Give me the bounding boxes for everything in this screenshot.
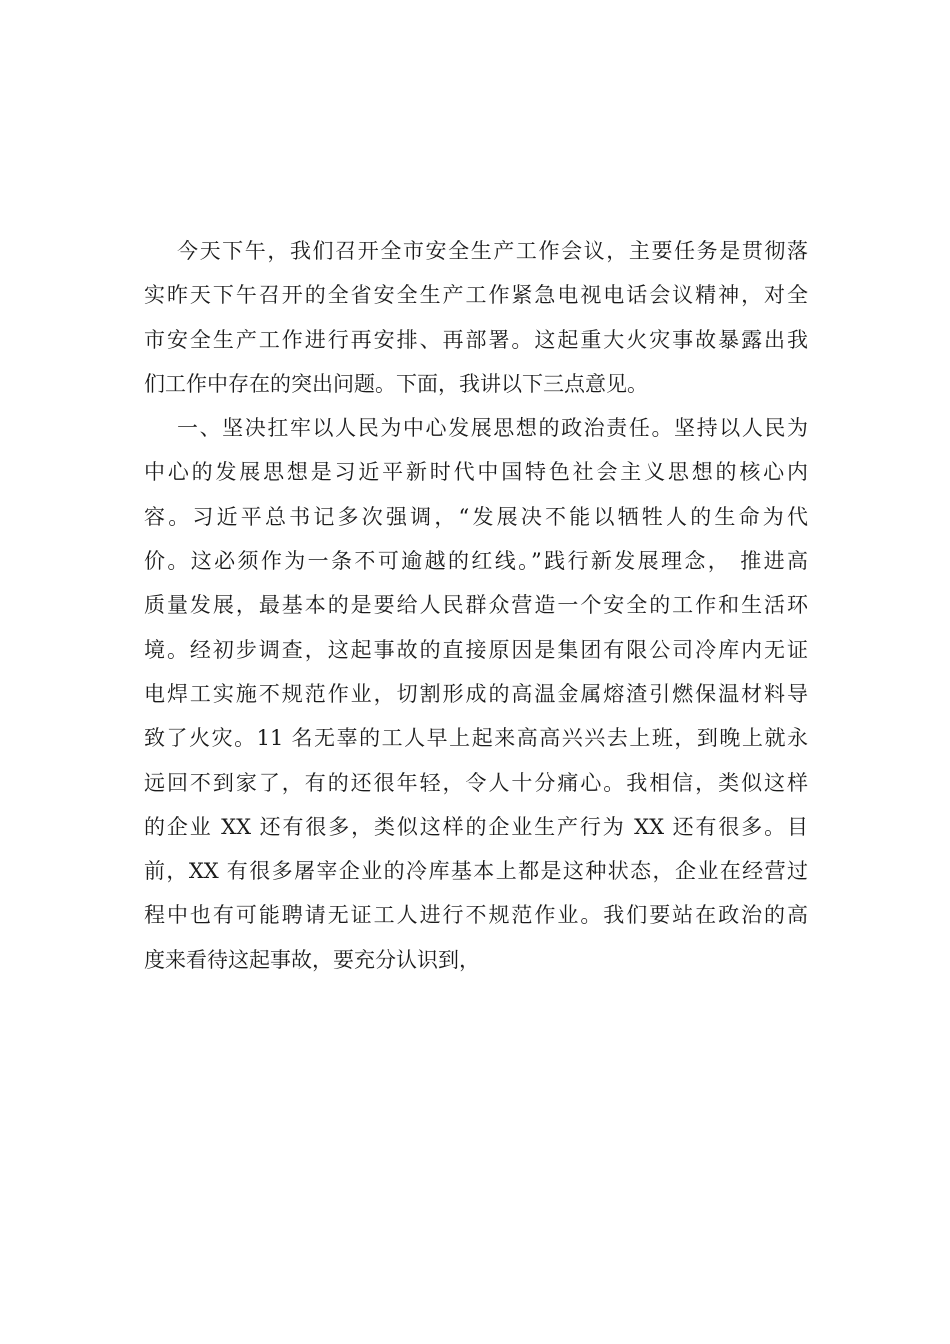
text-line: 价。这必须作为一条不可逾越的红线。”践行新发展理念， 推进高	[144, 549, 808, 574]
text-line: 境。经初步调查，这起事故的直接原因是集团有限公司冷库内无证	[144, 637, 808, 662]
text-line: 容。习近平总书记多次强调，“发展决不能以牺牲人的生命为代	[144, 504, 808, 529]
text-line: 中心的发展思想是习近平新时代中国特色社会主义思想的核心内	[144, 460, 808, 485]
text-line: 今天下午，我们召开全市安全生产工作会议，主要任务是贯彻落	[177, 239, 808, 263]
text-line: 电焊工实施不规范作业，切割形成的高温金属熔渣引燃保温材料导	[144, 681, 808, 706]
text-line: 程中也有可能聘请无证工人进行不规范作业。我们要站在政治的高	[144, 903, 808, 928]
text-line: 质量发展，最基本的是要给人民群众营造一个安全的工作和生活环	[144, 593, 808, 618]
text-line: 的企业 XX 还有很多，类似这样的企业生产行为 XX 还有很多。目	[144, 814, 808, 839]
text-line: 远回不到家了，有的还很年轻，令人十分痛心。我相信，类似这样	[144, 770, 808, 795]
document-body	[144, 229, 808, 982]
text-line: 市安全生产工作进行再安排、再部署。这起重大火灾事故暴露出我	[144, 327, 808, 352]
text-line: 度来看待这起事故，要充分认识到，	[144, 947, 480, 972]
text-line: 致了火灾。11 名无辜的工人早上起来高高兴兴去上班，到晚上就永	[144, 726, 808, 751]
paragraph-intro	[144, 229, 808, 406]
text-line: 前，XX 有很多屠宰企业的冷库基本上都是这种状态，企业在经营过	[144, 859, 808, 884]
text-line: 实昨天下午召开的全省安全生产工作紧急电视电话会议精神，对全	[144, 283, 808, 308]
text-line: 们工作中存在的突出问题。下面，我讲以下三点意见。	[144, 371, 648, 396]
paragraph-point-one	[144, 406, 808, 982]
text-line: 一、坚决扛牢以人民为中心发展思想的政治责任。坚持以人民为	[177, 416, 808, 441]
